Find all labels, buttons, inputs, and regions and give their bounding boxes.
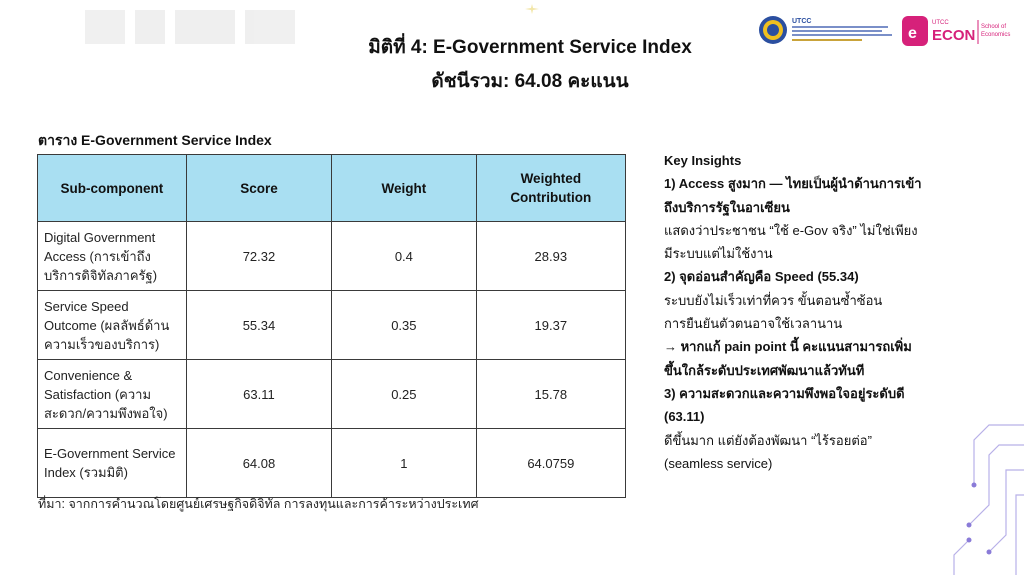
header-weight: Weight bbox=[332, 155, 477, 222]
svg-text:e: e bbox=[908, 25, 917, 42]
cell-weight: 0.35 bbox=[332, 291, 477, 360]
insight-line: 3) ความสะดวกและความพึงพอใจอยู่ระดับดี bbox=[664, 385, 905, 401]
faded-watermark bbox=[85, 10, 295, 46]
insight-line: ขึ้นใกล้ระดับประเทศพัฒนาแล้วทันที bbox=[664, 362, 865, 378]
cell-score: 64.08 bbox=[186, 429, 331, 498]
insight-line: (63.11) bbox=[664, 409, 705, 425]
cell-weight: 1 bbox=[332, 429, 477, 498]
cell-component: Digital Government Access (การเข้าถึงบริการดิจิทัลภาครัฐ) bbox=[38, 222, 187, 291]
econ-school-logo bbox=[902, 14, 1014, 50]
cell-weighted: 64.0759 bbox=[476, 429, 625, 498]
table-row bbox=[38, 429, 626, 498]
cell-weight: 0.4 bbox=[332, 222, 477, 291]
insight-line: มีระบบแต่ไม่ใช้งาน bbox=[664, 246, 773, 262]
cell-score: 72.32 bbox=[186, 222, 331, 291]
page-title: มิติที่ 4: E-Government Service Index bbox=[368, 37, 692, 58]
insight-line: การยืนยันตัวตนอาจใช้เวลานาน bbox=[664, 316, 843, 332]
header-score: Score bbox=[186, 155, 331, 222]
cell-weight: 0.25 bbox=[332, 360, 477, 429]
table-header-row bbox=[38, 155, 626, 222]
svg-text:UTCC: UTCC bbox=[792, 18, 812, 25]
header-weighted-contribution-label: Weighted Contribution bbox=[510, 171, 592, 205]
insight-line: ถึงบริการรัฐในอาเซียน bbox=[664, 199, 790, 215]
cell-weighted: 28.93 bbox=[476, 222, 625, 291]
cell-component: E-Government Service Index (รวมมิติ) bbox=[38, 429, 187, 498]
svg-text:UTCC: UTCC bbox=[932, 20, 949, 26]
insight-line: (seamless service) bbox=[664, 455, 773, 471]
cell-component: Convenience & Satisfaction (ความสะดวก/ความพึงพอใจ) bbox=[38, 360, 187, 429]
svg-text:Economics: Economics bbox=[981, 32, 1011, 38]
cell-weighted: 15.78 bbox=[476, 360, 625, 429]
index-table bbox=[37, 154, 626, 498]
table-caption: ตาราง E-Government Service Index bbox=[38, 132, 272, 148]
circuit-decoration bbox=[894, 415, 1024, 575]
svg-text:ECON: ECON bbox=[932, 27, 976, 44]
header-weighted-contribution bbox=[476, 155, 625, 222]
cell-weighted: 19.37 bbox=[476, 291, 625, 360]
insight-line: ระบบยังไม่เร็วเท่าที่ควร ขั้นตอนซ้ำซ้อน bbox=[664, 292, 883, 308]
table-row bbox=[38, 360, 626, 429]
utcc-research-logo bbox=[758, 12, 898, 48]
svg-text:School of: School of bbox=[981, 24, 1007, 30]
insight-line: 1) Access สูงมาก — ไทยเป็นผู้นำด้านการเข้า bbox=[664, 176, 922, 192]
cell-component: Service Speed Outcome (ผลลัพธ์ด้านความเร็วของบริการ) bbox=[38, 291, 187, 360]
insight-line: แสดงว่าประชาชน “ใช้ e-Gov จริง” ไม่ใช่เพียง bbox=[664, 222, 918, 238]
source-note: ที่มา: จากการคำนวณโดยศูนย์เศรษฐกิจดิจิทัล การลงทุนและการค้าระหว่างประเทศ bbox=[38, 497, 479, 511]
insight-line: ดีขึ้นมาก แต่ยังต้องพัฒนา “ไร้รอยต่อ” bbox=[664, 432, 872, 448]
sparkle-decoration bbox=[525, 4, 539, 14]
cell-score: 55.34 bbox=[186, 291, 331, 360]
key-insights-heading: Key Insights bbox=[664, 153, 742, 168]
table-row bbox=[38, 222, 626, 291]
page-subtitle: ดัชนีรวม: 64.08 คะแนน bbox=[431, 71, 629, 92]
header-sub-component: Sub-component bbox=[38, 155, 187, 222]
insight-line: 2) จุดอ่อนสำคัญคือ Speed (55.34) bbox=[664, 269, 859, 285]
table-row bbox=[38, 291, 626, 360]
cell-score: 63.11 bbox=[186, 360, 331, 429]
insight-line: → หากแก้ pain point นี้ คะแนนสามารถเพิ่ม bbox=[664, 339, 912, 355]
